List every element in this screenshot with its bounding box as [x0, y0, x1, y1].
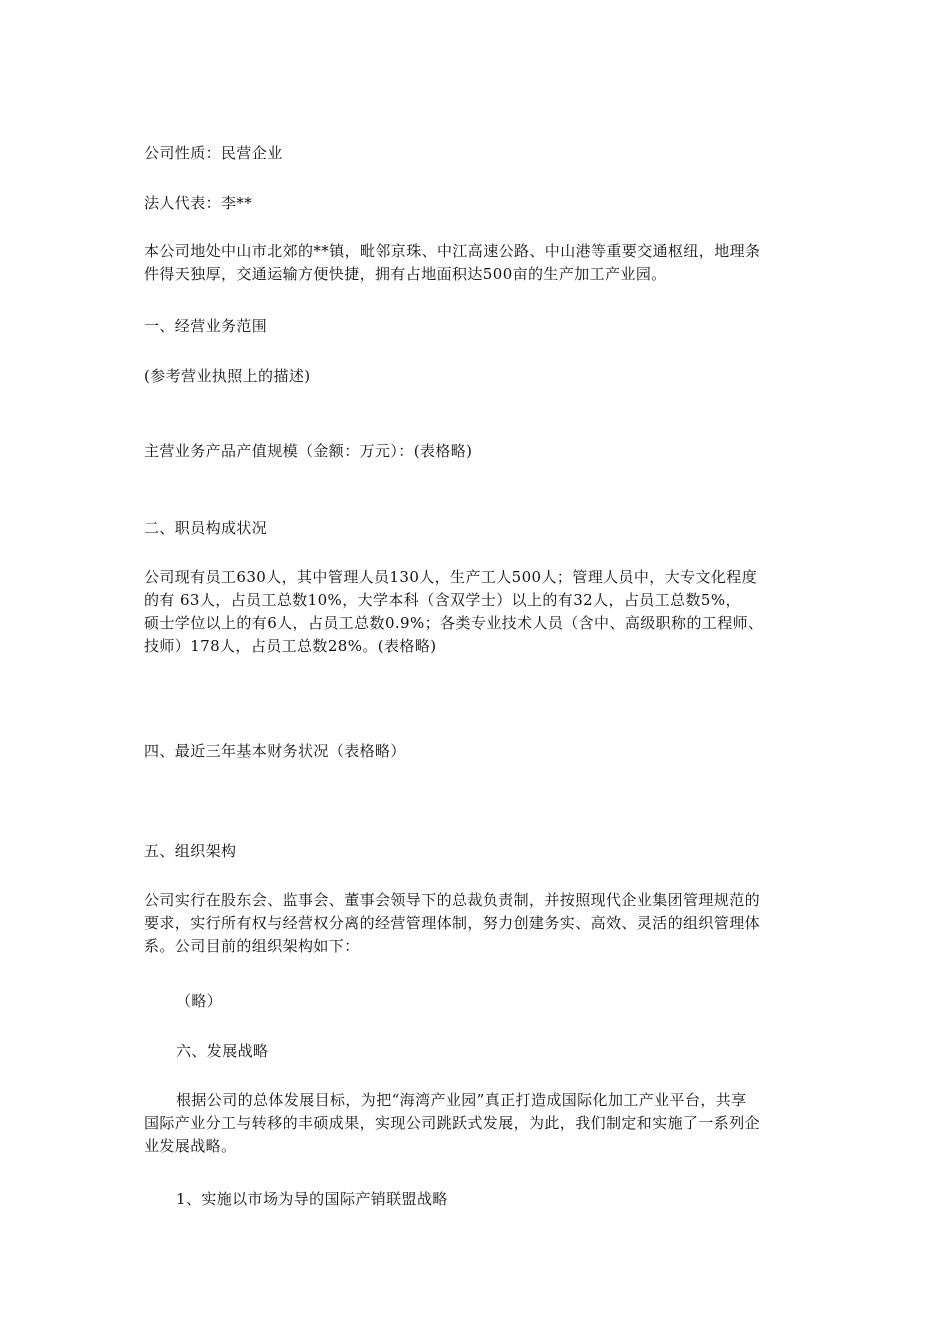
section5-line-1: 公司实行在股东会、监事会、董事会领导下的总裁负责制，并按照现代企业集团管理规范的 [144, 891, 761, 909]
company-nature-line: 公司性质：民营企业 [144, 144, 283, 162]
section2-heading: 二、职员构成状况 [144, 519, 268, 537]
section6-line-2: 国际产业分工与转移的丰硕成果，实现公司跳跃式发展，为此，我们制定和实施了一系列企 [144, 1114, 761, 1132]
section1-scale: 主营业务产品产值规模（金额：万元）：(表格略) [144, 442, 473, 460]
section2-line-3: 硕士学位以上的有6人，占员工总数0.9%；各类专业技术人员（含中、高级职称的工程师、 [144, 614, 764, 632]
section5-paragraph [144, 889, 814, 958]
section5-omitted: （略） [176, 992, 223, 1010]
section2-line-4: 技师）178人，占员工总数28%。(表格略) [144, 637, 437, 655]
section5-line-3: 系。公司目前的组织架构如下： [144, 937, 360, 955]
intro-line-1: 本公司地处中山市北郊的**镇，毗邻京珠、中江高速公路、中山港等重要交通枢纽，地理条 [144, 242, 761, 260]
intro-line-2: 件得天独厚，交通运输方便快捷，拥有占地面积达500亩的生产加工产业园。 [144, 265, 667, 283]
section5-heading: 五、组织架构 [144, 842, 237, 860]
intro-paragraph [144, 240, 814, 286]
section2-line-1: 公司现有员工630人，其中管理人员130人，生产工人500人；管理人员中，大专文化程度 [144, 568, 758, 586]
section4-heading: 四、最近三年基本财务状况（表格略） [144, 742, 406, 760]
section2-line-2: 的有 63人，占员工总数10%，大学本科（含双学士）以上的有32人，占员工总数5%， [144, 591, 741, 609]
strategy-1-heading: 1、实施以市场为导的国际产销联盟战略 [176, 1190, 448, 1208]
section6-paragraph [144, 1089, 814, 1158]
section2-paragraph [144, 566, 814, 658]
section6-heading: 六、发展战略 [176, 1042, 269, 1060]
section1-note: (参考营业执照上的描述) [144, 367, 311, 385]
section5-line-2: 要求，实行所有权与经营权分离的经营管理体制，努力创建务实、高效、灵活的组织管理体 [144, 914, 761, 932]
section6-line-3: 业发展战略。 [144, 1137, 237, 1155]
section1-heading: 一、经营业务范围 [144, 317, 268, 335]
section6-line-1: 根据公司的总体发展目标，为把“海湾产业园”真正打造成国际化加工产业平台，共享 [176, 1091, 747, 1109]
legal-representative-line: 法人代表：李** [144, 194, 253, 212]
